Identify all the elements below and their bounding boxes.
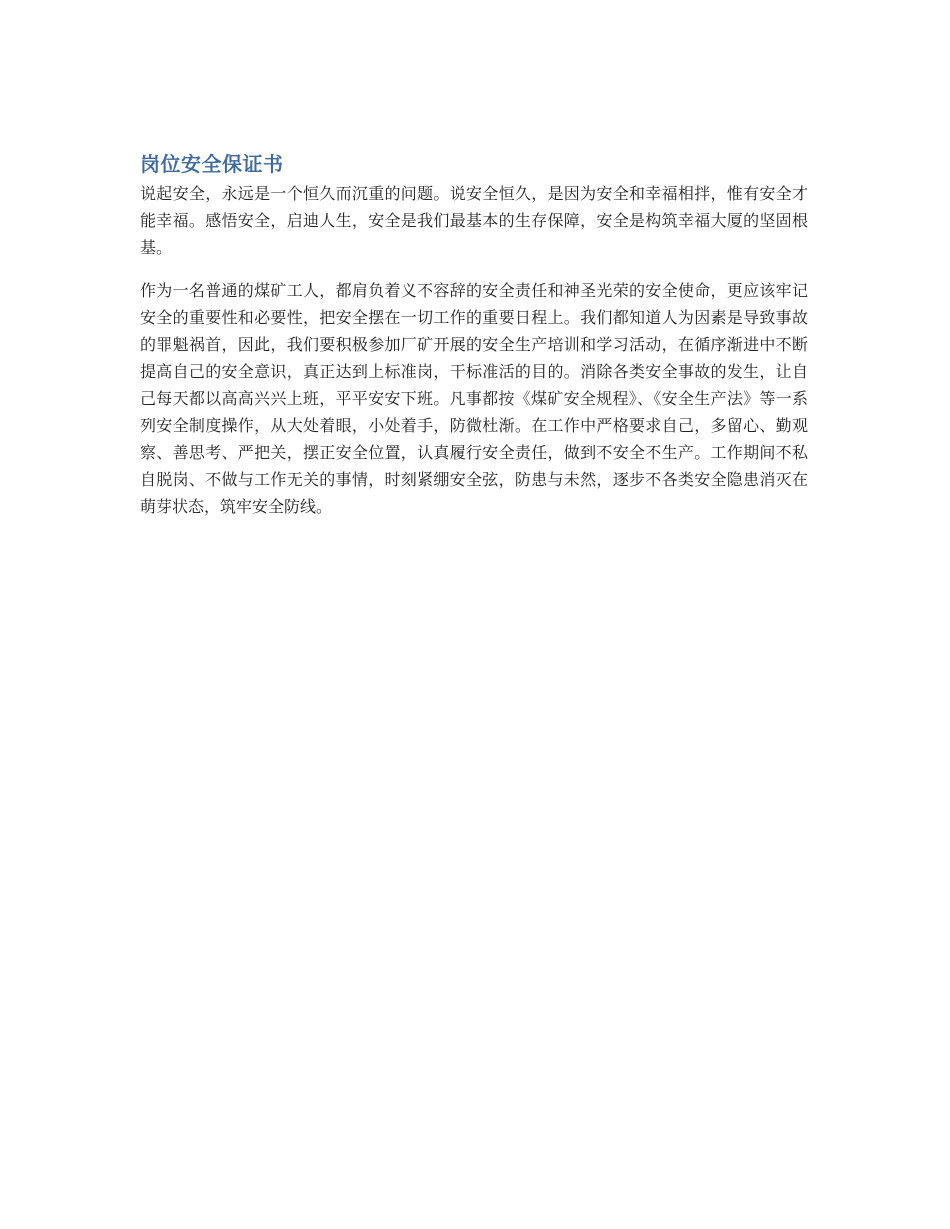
paragraph-intro: 说起安全，永远是一个恒久而沉重的问题。说安全恒久，是因为安全和幸福相拌，惟有安全才能幸福。感悟安全，启迪人生，安全是我们最基本的生存保障，安全是构筑幸福大厦的坚固根基。	[140, 184, 808, 257]
document-body	[140, 150, 808, 536]
paragraph-commitment: 作为一名普通的煤矿工人，都肩负着义不容辞的安全责任和神圣光荣的安全使命，更应该牢记安全的重要性和必要性，把安全摆在一切工作的重要日程上。我们都知道人为因素是导致事故的罪魁祸首，因此，我们要积极参加厂矿开展的安全生产培训和学习活动，在循序渐进中不断提高自己的安全意识，真正达到上标准岗，干标准活的目的。消除各类安全事故的发生，让自己每天都以高高兴兴上班，平平安安下班。凡事都按《煤矿安全规程》、《安全生产法》等一系列安全制度操作，从大处着眼，小处着手，防微杜渐。在工作中严格要求自己，多留心、勤观察、善思考、严把关，摆正安全位置，认真履行安全责任，做到不安全不生产。工作期间不私自脱岗、不做与工作无关的事情，时刻紧绷安全弦，防患与未然，逐步不各类安全隐患消灭在萌芽状态，筑牢安全防线。	[140, 281, 808, 516]
document-title: 岗位安全保证书	[140, 152, 284, 176]
